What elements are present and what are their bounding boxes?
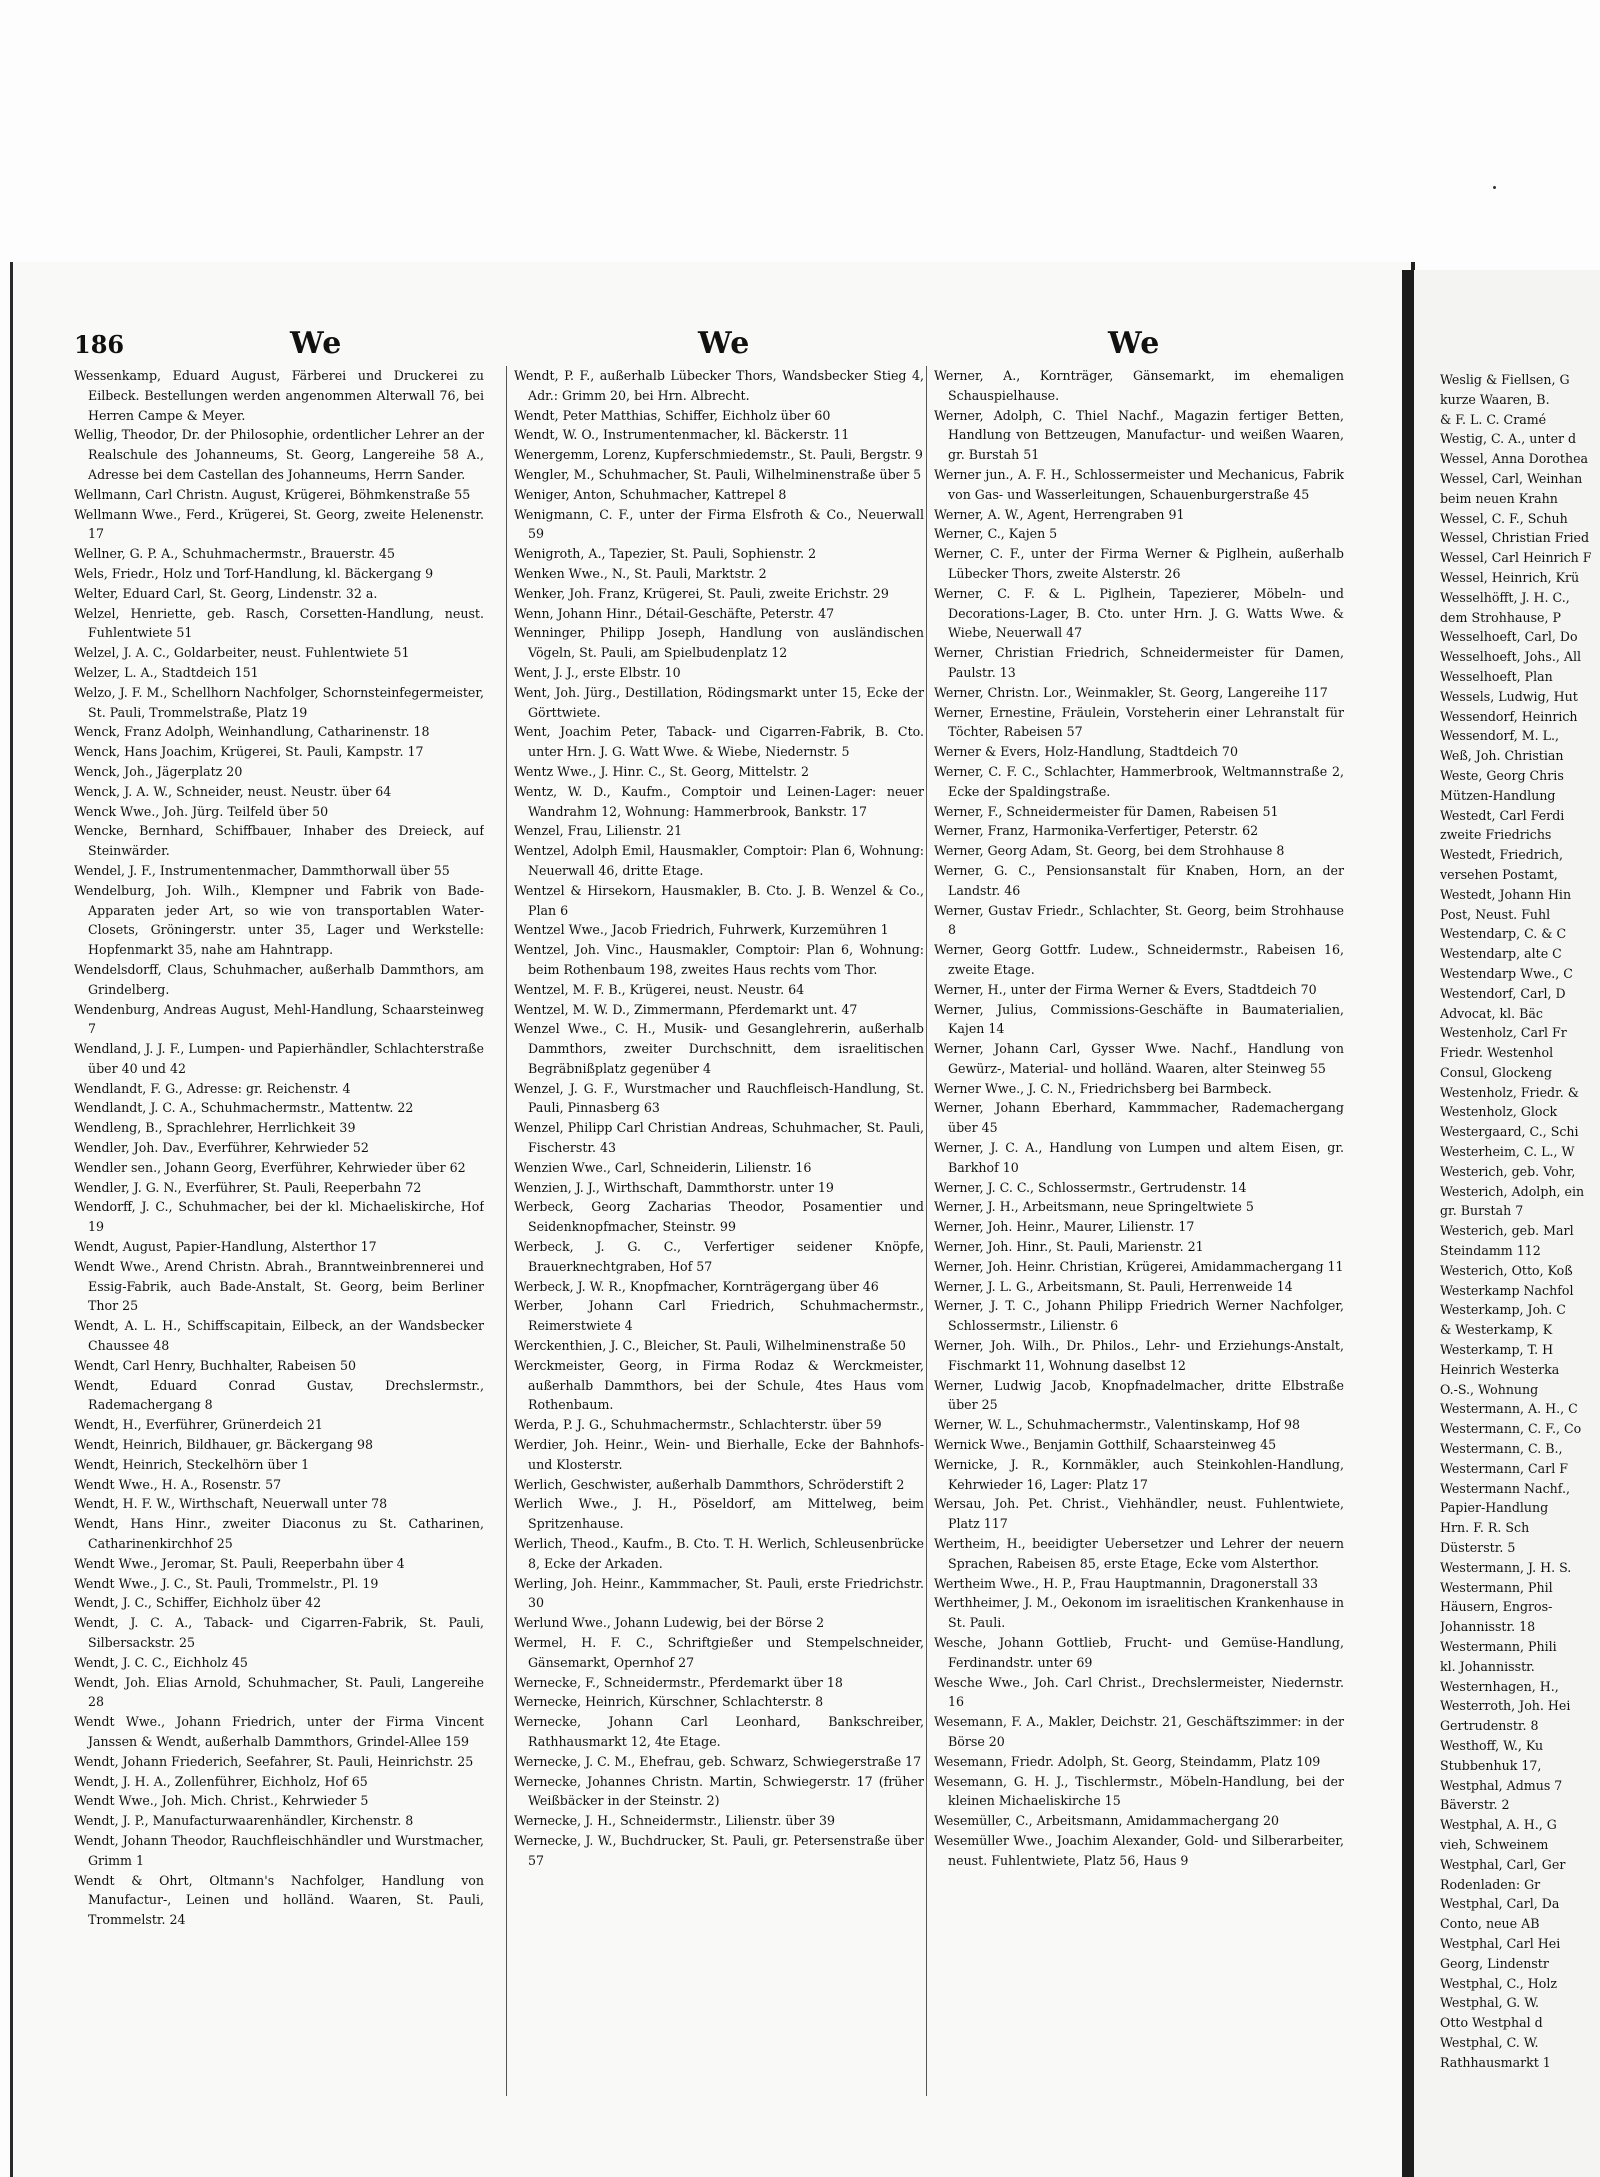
directory-entry: Wendt, Eduard Conrad Gustav, Drechslermstr., Rademachergang 8 — [74, 1377, 484, 1413]
adjacent-page-line: Westig, C. A., unter d — [1440, 431, 1577, 447]
adjacent-page-line: Weß, Joh. Christian — [1440, 748, 1564, 764]
directory-entry: Wenzel, Philipp Carl Christian Andreas, Schuhmacher, St. Pauli, Fischerstr. 43 — [514, 1120, 924, 1156]
directory-entry: Wendt, Heinrich, Steckelhörn über 1 — [74, 1456, 310, 1472]
directory-entry: Wernecke, J. H., Schneidermstr., Lilienstr. über 39 — [514, 1813, 836, 1829]
directory-entry: Wermel, H. F. C., Schriftgießer und Stempelschneider, Gänsemarkt, Opernhof 27 — [514, 1635, 924, 1670]
directory-entry: Werner, Gustav Friedr., Schlachter, St. Georg, beim Strohhause 8 — [934, 902, 1344, 938]
directory-entry: Werner, Johann Eberhard, Kammmacher, Rademachergang über 45 — [934, 1100, 1344, 1136]
adjacent-page-line: Westhoff, W., Ku — [1440, 1737, 1544, 1753]
running-head-right: We — [1108, 326, 1161, 361]
directory-entry: Wenker, Joh. Franz, Krügerei, St. Pauli, zweite Erichstr. 29 — [514, 585, 889, 601]
directory-entry: Wessenkamp, Eduard August, Färberei und Druckerei zu Eilbeck. Bestellungen werden angenommen Alterwall 76, bei Herren Campe & Meyer. — [74, 368, 484, 423]
directory-entry: Werner, W. L., Schuhmachermstr., Valentinskamp, Hof 98 — [934, 1417, 1301, 1433]
adjacent-page-line: vieh, Schweinem — [1440, 1836, 1549, 1852]
directory-entry: Werner, J. T. C., Johann Philipp Friedrich Werner Nachfolger, Schlossermstr., Lilienstr. 6 — [934, 1298, 1344, 1334]
adjacent-page-line: Westermann, C. B., — [1440, 1441, 1563, 1457]
adjacent-page-line: Westendarp, alte C — [1440, 946, 1562, 962]
adjacent-page-line: Westphal, Carl Hei — [1440, 1935, 1561, 1951]
adjacent-page-line: Wessel, Carl Heinrich F — [1440, 550, 1592, 566]
directory-entry: Wentzel, M. F. B., Krügerei, neust. Neustr. 64 — [514, 981, 805, 997]
directory-entry: Welter, Eduard Carl, St. Georg, Lindenstr. 32 a. — [74, 585, 378, 601]
directory-entry: Wendt, P. F., außerhalb Lübecker Thors, Wandsbecker Stieg 4, Adr.: Grimm 20, bei Hrn. Albrecht. — [514, 368, 924, 403]
directory-entry: Werner & Evers, Holz-Handlung, Stadtdeich 70 — [934, 744, 1238, 760]
directory-entry: Wesche Wwe., Joh. Carl Christ., Drechslermeister, Niedernstr. 16 — [934, 1674, 1344, 1710]
directory-entry: Wendt Wwe., Johann Friedrich, unter der Firma Vincent Janssen & Wendt, außerhalb Dammthors, Grindel-Allee 159 — [74, 1714, 484, 1749]
adjacent-page-line: Westerkamp, Joh. C — [1440, 1302, 1566, 1318]
directory-entry: Wendt, J. C., Schiffer, Eichholz über 42 — [74, 1595, 322, 1611]
directory-entry: Wendt, August, Papier-Handlung, Alsterthor 17 — [74, 1239, 377, 1255]
adjacent-page-line: Westermann, Carl F — [1440, 1460, 1568, 1476]
directory-entry: Werbeck, J. W. R., Knopfmacher, Kornträgergang über 46 — [514, 1278, 879, 1294]
adjacent-page-line: dem Strohhause, P — [1440, 609, 1561, 625]
directory-entry: Wernicke, J. R., Kornmäkler, auch Steinkohlen-Handlung, Kehrwieder 16, Lager: Platz 17 — [934, 1456, 1344, 1492]
adjacent-page-line: Wesselhoeft, Plan — [1440, 668, 1553, 684]
directory-entry: Werlund Wwe., Johann Ludewig, bei der Börse 2 — [514, 1615, 825, 1631]
adjacent-page-line: Otto Westphal d — [1440, 2015, 1543, 2031]
directory-entry: Wendel, J. F., Instrumentenmacher, Dammthorwall über 55 — [74, 862, 450, 878]
directory-entry: Werner, Ernestine, Fräulein, Vorsteherin einer Lehranstalt für Töchter, Rabeisen 57 — [934, 704, 1344, 740]
adjacent-page-line: Gertrudenstr. 8 — [1440, 1718, 1539, 1734]
directory-entry: Weniger, Anton, Schuhmacher, Kattrepel 8 — [514, 486, 787, 502]
adjacent-page-line: Westerkamp, T. H — [1440, 1342, 1554, 1358]
directory-entry: Werbeck, J. G. C., Verfertiger seidener Knöpfe, Brauerknechtgraben, Hof 57 — [514, 1239, 924, 1274]
directory-entry: Welzer, L. A., Stadtdeich 151 — [74, 664, 259, 680]
directory-entry: Wendler, Joh. Dav., Everführer, Kehrwieder 52 — [74, 1140, 369, 1156]
adjacent-page-line: Westermann, C. F., Co — [1440, 1421, 1582, 1437]
directory-entry: Wendt, Carl Henry, Buchhalter, Rabeisen 50 — [74, 1357, 357, 1373]
directory-entry: Wendt, Joh. Elias Arnold, Schuhmacher, St. Pauli, Langereihe 28 — [74, 1674, 484, 1710]
directory-entry: Wenzien Wwe., Carl, Schneiderin, Lilienstr. 16 — [514, 1159, 812, 1175]
directory-entry: Wesche, Johann Gottlieb, Frucht- und Gemüse-Handlung, Ferdinandstr. unter 69 — [934, 1635, 1344, 1670]
directory-entry: Wenergemm, Lorenz, Kupferschmiedemstr., St. Pauli, Bergstr. 9 — [514, 447, 923, 463]
directory-entry: Wenck, Franz Adolph, Weinhandlung, Catharinenstr. 18 — [74, 724, 430, 740]
adjacent-page-line: O.-S., Wohnung — [1440, 1381, 1539, 1397]
adjacent-page-line: Westedt, Friedrich, — [1440, 847, 1563, 863]
adjacent-page-line: beim neuen Krahn — [1440, 490, 1558, 506]
adjacent-page-line: Wessel, Anna Dorothea — [1440, 451, 1589, 467]
directory-entry: Wenzien, J. J., Wirthschaft, Dammthorstr. unter 19 — [514, 1179, 834, 1195]
adjacent-page-line: versehen Postamt, — [1440, 866, 1558, 882]
adjacent-page — [1402, 270, 1600, 2177]
directory-entry: Wendt, J. C. A., Taback- und Cigarren-Fabrik, St. Pauli, Silbersackstr. 25 — [74, 1615, 484, 1650]
directory-entry: Wendelburg, Joh. Wilh., Klempner und Fabrik von Bade-Apparaten jeder Art, so wie von transportablen Water-Closets, Gröningerstr. unter 35, Lager und Werkstelle: Hopfenmarkt 35, nahe am Hahntrapp. — [74, 882, 484, 958]
directory-entry: Werner, Ludwig Jacob, Knopfnadelmacher, dritte Elbstraße über 25 — [934, 1377, 1344, 1413]
adjacent-page-line: gr. Burstah 7 — [1440, 1203, 1524, 1219]
adjacent-page-line: Wessel, C. F., Schuh — [1440, 510, 1568, 526]
adjacent-page-line: Westerich, geb. Marl — [1440, 1223, 1574, 1239]
adjacent-page-line: Wesselhöfft, J. H. C., — [1440, 589, 1570, 605]
directory-entry: Wendelsdorff, Claus, Schuhmacher, außerhalb Dammthors, am Grindelberg. — [74, 961, 484, 997]
directory-entry: Wendt Wwe., H. A., Rosenstr. 57 — [74, 1476, 282, 1492]
adjacent-page-line: Rathhausmarkt 1 — [1440, 2054, 1551, 2070]
adjacent-page-entries — [1440, 370, 1600, 2073]
directory-entry: Welzo, J. F. M., Schellhorn Nachfolger, Schornsteinfegermeister, St. Pauli, Trommelstraße, Platz 19 — [74, 684, 484, 720]
adjacent-page-line: Westenholz, Friedr. & — [1440, 1084, 1579, 1100]
directory-entry: Wentzel, M. W. D., Zimmermann, Pferdemarkt unt. 47 — [514, 1001, 858, 1017]
directory-entry: Werner, J. H., Arbeitsmann, neue Springeltwiete 5 — [934, 1199, 1254, 1215]
adjacent-page-line: kurze Waaren, B. — [1440, 391, 1550, 407]
directory-entry: Wels, Friedr., Holz und Torf-Handlung, kl. Bäckergang 9 — [74, 565, 434, 581]
directory-entry: Wendt, Johann Friederich, Seefahrer, St. Pauli, Heinrichstr. 25 — [74, 1753, 474, 1769]
directory-entry: Wendt, J. C. C., Eichholz 45 — [74, 1654, 248, 1670]
adjacent-page-line: Westermann, Phil — [1440, 1579, 1553, 1595]
directory-entry: Wendt Wwe., Arend Christn. Abrah., Branntweinbrennerei und Essig-Fabrik, auch Bade-Anstalt, St. Georg, beim Berliner Thor 25 — [74, 1258, 484, 1314]
directory-entry: Wendler, J. G. N., Everführer, St. Pauli, Reeperbahn 72 — [74, 1179, 422, 1195]
directory-entry: Wendlandt, F. G., Adresse: gr. Reichenstr. 4 — [74, 1080, 351, 1096]
directory-entry: Wesemüller Wwe., Joachim Alexander, Gold- und Silberarbeiter, neust. Fuhlentwiete, Platz 56, Haus 9 — [934, 1832, 1344, 1868]
adjacent-page-line: Westerkamp Nachfol — [1440, 1282, 1574, 1298]
adjacent-page-line: Westendarp, C. & C — [1440, 926, 1567, 942]
adjacent-page-line: Westerich, Otto, Koß — [1440, 1262, 1573, 1278]
directory-entry: Wernecke, J. W., Buchdrucker, St. Pauli, gr. Petersenstraße über 57 — [514, 1832, 924, 1868]
directory-entry: Wendt, Hans Hinr., zweiter Diaconus zu St. Catharinen, Catharinenkirchhof 25 — [74, 1516, 484, 1552]
directory-entry: Wernick Wwe., Benjamin Gotthilf, Schaarsteinweg 45 — [934, 1437, 1277, 1453]
directory-entry: Wentzel, Joh. Vinc., Hausmakler, Comptoir: Plan 6, Wohnung: beim Rothenbaum 198, zweites Haus rechts vom Thor. — [514, 942, 924, 977]
directory-entry: Wendt, J. H. A., Zollenführer, Eichholz, Hof 65 — [74, 1773, 368, 1789]
directory-entry: Werner, C., Kajen 5 — [934, 526, 1058, 542]
directory-entry: Wentz Wwe., J. Hinr. C., St. Georg, Mittelstr. 2 — [514, 763, 809, 779]
directory-entry: Werthheimer, J. M., Oekonom im israelitischen Krankenhause in St. Pauli. — [934, 1595, 1344, 1631]
directory-entry: Wenck Wwe., Joh. Jürg. Teilfeld über 50 — [74, 803, 329, 819]
directory-entry: Wentzel, Adolph Emil, Hausmakler, Comptoir: Plan 6, Wohnung: Neuerwall 46, dritte Etage. — [514, 843, 924, 878]
adjacent-page-line: Westendarp Wwe., C — [1440, 965, 1573, 981]
directory-entry: Werda, P. J. G., Schuhmachermstr., Schlachterstr. über 59 — [514, 1417, 882, 1433]
directory-entry: Wendlandt, J. C. A., Schuhmachermstr., Mattentw. 22 — [74, 1100, 414, 1116]
adjacent-page-line: Wesselhoeft, Carl, Do — [1440, 629, 1578, 645]
running-head-left: We — [290, 326, 343, 361]
column-2 — [514, 366, 924, 2106]
directory-entry: Wenninger, Philipp Joseph, Handlung von ausländischen Vögeln, St. Pauli, am Spielbudenplatz 12 — [514, 625, 924, 661]
directory-entry: Wendt, J. P., Manufacturwaarenhändler, Kirchenstr. 8 — [74, 1813, 414, 1829]
adjacent-page-line: Friedr. Westenhol — [1440, 1045, 1554, 1061]
adjacent-page-line: Advocat, kl. Bäc — [1440, 1005, 1543, 1021]
directory-entry: Wernecke, Johann Carl Leonhard, Bankschreiber, Rathhausmarkt 12, 4te Etage. — [514, 1714, 924, 1749]
adjacent-page-line: Consul, Glockeng — [1440, 1064, 1552, 1080]
adjacent-page-line: Westenholz, Glock — [1440, 1104, 1558, 1120]
directory-entry: Welzel, J. A. C., Goldarbeiter, neust. Fuhlentwiete 51 — [74, 645, 410, 661]
adjacent-page-line: Westphal, C. W. — [1440, 2034, 1539, 2050]
adjacent-page-line: Westermann, Phili — [1440, 1639, 1557, 1654]
adjacent-page-line: Mützen-Handlung — [1440, 787, 1556, 803]
directory-entry: Werner, H., unter der Firma Werner & Evers, Stadtdeich 70 — [934, 981, 1317, 997]
directory-entry: Wellner, G. P. A., Schuhmachermstr., Brauerstr. 45 — [74, 546, 396, 562]
directory-entry: Wellmann, Carl Christn. August, Krügerei, Böhmkenstraße 55 — [74, 486, 471, 502]
adjacent-page-line: Papier-Handlung — [1440, 1500, 1549, 1516]
directory-entry: Wendt & Ohrt, Oltmann's Nachfolger, Handlung von Manufactur-, Leinen und holländ. Waaren, St. Pauli, Trommelstr. 24 — [74, 1872, 484, 1928]
adjacent-page-line: Weste, Georg Chris — [1440, 767, 1564, 783]
adjacent-page-line: Wessels, Ludwig, Hut — [1440, 688, 1578, 704]
directory-entry: Wentz, W. D., Kaufm., Comptoir und Leinen-Lager: neuer Wandrahm 12, Wohnung: Hammerbrook, Bankstr. 17 — [514, 783, 924, 819]
directory-entry: Wenck, Hans Joachim, Krügerei, St. Pauli, Kampstr. 17 — [74, 744, 424, 760]
column-3 — [934, 366, 1344, 2106]
adjacent-page-line: Westermann, A. H., C — [1440, 1401, 1578, 1417]
adjacent-page-line: Wessendorf, Heinrich — [1440, 708, 1578, 724]
adjacent-page-line: Georg, Lindenstr — [1440, 1955, 1549, 1971]
directory-entry: Werckmeister, Georg, in Firma Rodaz & Werckmeister, außerhalb Dammthors, bei der Schule, 4tes Haus vom Rothenbaum. — [514, 1357, 924, 1413]
adjacent-page-line: Westenholz, Carl Fr — [1440, 1025, 1567, 1041]
directory-entry: Wendt, Johann Theodor, Rauchfleischhändler und Wurstmacher, Grimm 1 — [74, 1832, 484, 1868]
directory-entry: Werber, Johann Carl Friedrich, Schuhmachermstr., Reimerstwiete 4 — [514, 1298, 924, 1334]
adjacent-page-line: Westphal, Carl, Ger — [1440, 1856, 1566, 1872]
directory-entry: Wenzel, J. G. F., Wurstmacher und Rauchfleisch-Handlung, St. Pauli, Pinnasberg 63 — [514, 1080, 924, 1116]
adjacent-page-line: Westedt, Carl Ferdi — [1440, 807, 1565, 823]
adjacent-page-line: Stubbenhuk 17, — [1440, 1757, 1542, 1773]
adjacent-page-line: Wessel, Carl, Weinhan — [1440, 470, 1583, 486]
directory-entry: Werlich, Geschwister, außerhalb Dammthors, Schröderstift 2 — [514, 1476, 905, 1492]
directory-entry: Werlich Wwe., J. H., Pöseldorf, am Mittelweg, beim Spritzenhause. — [514, 1496, 924, 1532]
directory-entry: Werckenthien, J. C., Bleicher, St. Pauli, Wilhelminenstraße 50 — [514, 1338, 906, 1354]
directory-entry: Werner, Johann Carl, Gysser Wwe. Nachf., Handlung von Gewürz-, Material- und holländ. Waaren, alter Steinweg 55 — [934, 1041, 1344, 1076]
adjacent-page-line: Johannisstr. 18 — [1440, 1619, 1536, 1635]
adjacent-page-line: zweite Friedrichs — [1440, 827, 1552, 843]
directory-entry: Werner, Christian Friedrich, Schneidermeister für Damen, Paulstr. 13 — [934, 645, 1344, 680]
adjacent-page-line: Westphal, C., Holz — [1440, 1975, 1558, 1991]
directory-entry: Werner, Franz, Harmonika-Verfertiger, Peterstr. 62 — [934, 823, 1259, 839]
directory-entry: Werner, Georg Adam, St. Georg, bei dem Strohhause 8 — [934, 843, 1285, 859]
directory-entry: Werner, C. F. & L. Piglhein, Tapezierer, Möbeln- und Decorations-Lager, B. Cto. unter Hrn. J. G. Watts Wwe. & Wiebe, Neuerwall 47 — [934, 585, 1344, 641]
directory-entry: Werner, Julius, Commissions-Geschäfte in Baumaterialien, Kajen 14 — [934, 1001, 1344, 1037]
directory-entry: Werdier, Joh. Heinr., Wein- und Bierhalle, Ecke der Bahnhofs- und Klosterstr. — [514, 1437, 924, 1472]
directory-entry: Wendt, W. O., Instrumentenmacher, kl. Bäckerstr. 11 — [514, 427, 850, 443]
directory-entry: Wernecke, F., Schneidermstr., Pferdemarkt über 18 — [514, 1674, 843, 1690]
directory-entry: Wendt Wwe., J. C., St. Pauli, Trommelstr., Pl. 19 — [74, 1575, 379, 1591]
adjacent-page-line: Wessel, Heinrich, Krü — [1440, 569, 1580, 585]
directory-entry: Werner, Christn. Lor., Weinmakler, St. Georg, Langereihe 117 — [934, 684, 1328, 700]
directory-entry: Wenigroth, A., Tapezier, St. Pauli, Sophienstr. 2 — [514, 546, 817, 562]
adjacent-page-line: Häusern, Engros- — [1440, 1599, 1553, 1615]
directory-entry: Werner, F., Schneidermeister für Damen, Rabeisen 51 — [934, 803, 1279, 819]
adjacent-page-line: Westphal, G. W. — [1440, 1995, 1539, 2011]
adjacent-page-line: Wessendorf, M. L., — [1440, 728, 1560, 744]
directory-entry: Wernecke, J. C. M., Ehefrau, geb. Schwarz, Schwiegerstraße 17 — [514, 1753, 922, 1769]
column-rule — [926, 366, 927, 2096]
directory-entry: Wengler, M., Schuhmacher, St. Pauli, Wilhelminenstraße über 5 — [514, 466, 922, 482]
adjacent-page-line: kl. Johannisstr. — [1440, 1658, 1535, 1674]
adjacent-page-line: Westermann Nachf., — [1440, 1480, 1570, 1496]
directory-entry: Wesemann, G. H. J., Tischlermstr., Möbeln-Handlung, bei der kleinen Michaeliskirche 15 — [934, 1773, 1344, 1809]
directory-entry: Welzel, Henriette, geb. Rasch, Corsetten-Handlung, neust. Fuhlentwiete 51 — [74, 605, 484, 641]
directory-entry: Werner, A. W., Agent, Herrengraben 91 — [934, 506, 1185, 522]
directory-entry: Werner, A., Kornträger, Gänsemarkt, im ehemaligen Schauspielhause. — [934, 368, 1344, 403]
directory-entry: Wersau, Joh. Pet. Christ., Viehhändler, neust. Fuhlentwiete, Platz 117 — [934, 1496, 1344, 1532]
directory-entry: Wertheim, H., beeidigter Uebersetzer und Lehrer der neuern Sprachen, Rabeisen 85, erste Etage, Ecke vom Alsterthor. — [934, 1536, 1344, 1571]
directory-entry: Werner, J. L. G., Arbeitsmann, St. Pauli, Herrenweide 14 — [934, 1278, 1293, 1294]
directory-entry: Werner, Joh. Wilh., Dr. Philos., Lehr- und Erziehungs-Anstalt, Fischmarkt 11, Wohnung daselbst 12 — [934, 1338, 1344, 1373]
directory-entry: Wesemüller, C., Arbeitsmann, Amidammachergang 20 — [934, 1813, 1279, 1829]
directory-entry: Wendorff, J. C., Schuhmacher, bei der kl. Michaeliskirche, Hof 19 — [74, 1199, 484, 1235]
running-head-center: We — [698, 326, 751, 361]
page-number: 186 — [74, 330, 125, 359]
column-1 — [74, 366, 484, 2106]
directory-entry: Werner jun., A. F. H., Schlossermeister und Mechanicus, Fabrik von Gas- und Wasserleitungen, Schauenburgerstraße 45 — [934, 466, 1344, 502]
directory-entry: Wesemann, Friedr. Adolph, St. Georg, Steindamm, Platz 109 — [934, 1753, 1321, 1769]
adjacent-page-line: Post, Neust. Fuhl — [1440, 906, 1551, 922]
directory-entry: Werner, C. F., unter der Firma Werner & Piglhein, außerhalb Lübecker Thors, zweite Alsterstr. 26 — [934, 546, 1344, 581]
directory-entry: Werner, C. F. C., Schlachter, Hammerbrook, Weltmannstraße 2, Ecke der Spaldingstraße. — [934, 763, 1344, 799]
directory-entry: Werner, Adolph, C. Thiel Nachf., Magazin fertiger Betten, Handlung von Bettzeugen, Manufactur- und weißen Waaren, gr. Burstah 51 — [934, 407, 1344, 463]
directory-entry: Wendt, H. F. W., Wirthschaft, Neuerwall unter 78 — [74, 1496, 388, 1512]
directory-entry: Wenzel, Frau, Lilienstr. 21 — [514, 823, 683, 839]
adjacent-page-line: Weslig & Fiellsen, G — [1440, 372, 1570, 387]
adjacent-page-line: Westerheim, C. L., W — [1440, 1144, 1575, 1160]
directory-entry: Werlich, Theod., Kaufm., B. Cto. T. H. Werlich, Schleusenbrücke 8, Ecke der Arkaden. — [514, 1536, 924, 1571]
directory-entry: Wenzel Wwe., C. H., Musik- und Gesanglehrerin, außerhalb Dammthors, zweiter Durchschnitt, dem israelitischen Begräbnißplatz gegenüber 4 — [514, 1021, 924, 1076]
directory-entry: Wentzel Wwe., Jacob Friedrich, Fuhrwerk, Kurzemühren 1 — [514, 922, 889, 938]
adjacent-page-line: Westernhagen, H., — [1440, 1678, 1559, 1694]
adjacent-page-line: Hrn. F. R. Sch — [1440, 1520, 1530, 1536]
directory-entry: Wendt, H., Everführer, Grünerdeich 21 — [74, 1417, 323, 1433]
directory-entry: Wendenburg, Andreas August, Mehl-Handlung, Schaarsteinweg 7 — [74, 1001, 484, 1037]
directory-entry: Wendleng, B., Sprachlehrer, Herrlichkeit 39 — [74, 1120, 356, 1136]
directory-entry: Werner, J. C. C., Schlossermstr., Gertrudenstr. 14 — [934, 1179, 1247, 1195]
directory-entry: Werner, Joh. Heinr., Maurer, Lilienstr. 17 — [934, 1219, 1195, 1235]
directory-entry: Werner Wwe., J. C. N., Friedrichsberg bei Barmbeck. — [934, 1080, 1272, 1096]
adjacent-page-line: Westphal, A. H., G — [1440, 1817, 1557, 1833]
adjacent-page-line: Heinrich Westerka — [1440, 1361, 1560, 1377]
directory-entry: Wertheim Wwe., H. P., Frau Hauptmannin, Dragonerstall 33 — [934, 1575, 1318, 1591]
directory-entry: Wellig, Theodor, Dr. der Philosophie, ordentlicher Lehrer an der Realschule des Johanneums, St. Georg, Langereihe 58 A., Adresse bei dem Castellan des Johanneums, Herrn Sander. — [74, 427, 484, 482]
directory-entry: Wernecke, Johannes Christn. Martin, Schwiegerstr. 17 (früher Weißbäcker in der Steinstr. 2) — [514, 1773, 924, 1809]
adjacent-page-line: Rodenladen: Gr — [1440, 1876, 1541, 1892]
directory-entry: Wendler sen., Johann Georg, Everführer, Kehrwieder über 62 — [74, 1159, 466, 1175]
directory-entry: Wendt, Heinrich, Bildhauer, gr. Bäckergang 98 — [74, 1437, 373, 1453]
adjacent-page-line: Westerich, Adolph, ein — [1440, 1183, 1585, 1199]
adjacent-page-line: & Westerkamp, K — [1440, 1322, 1553, 1338]
directory-entry: Wendt Wwe., Joh. Mich. Christ., Kehrwieder 5 — [74, 1793, 369, 1809]
directory-entry: Wenken Wwe., N., St. Pauli, Marktstr. 2 — [514, 565, 767, 581]
directory-entry: Wencke, Bernhard, Schiffbauer, Inhaber des Dreieck, auf Steinwärder. — [74, 823, 484, 859]
directory-entry: Went, J. J., erste Elbstr. 10 — [514, 664, 681, 680]
adjacent-page-line: Westerich, geb. Vohr, — [1440, 1163, 1576, 1179]
adjacent-page-line: Westergaard, C., Schi — [1440, 1124, 1579, 1140]
directory-entry: Werner, G. C., Pensionsanstalt für Knaben, Horn, an der Landstr. 46 — [934, 862, 1344, 898]
adjacent-page-line: Westphal, Carl, Da — [1440, 1896, 1560, 1912]
directory-entry: Went, Joachim Peter, Taback- und Cigarren-Fabrik, B. Cto. unter Hrn. J. G. Watt Wwe. & Wiebe, Niedernstr. 5 — [514, 724, 924, 760]
adjacent-page-line: Westedt, Johann Hin — [1440, 886, 1572, 902]
directory-entry: Wenck, Joh., Jägerplatz 20 — [74, 763, 243, 779]
adjacent-page-line: Conto, neue AB — [1440, 1916, 1540, 1932]
adjacent-page-line: Westerroth, Joh. Hei — [1440, 1698, 1571, 1714]
adjacent-page-line: Steindamm 112 — [1440, 1243, 1541, 1259]
scan-speck — [1493, 186, 1496, 189]
directory-entry: Wenigmann, C. F., unter der Firma Elsfroth & Co., Neuerwall 59 — [514, 506, 924, 542]
directory-entry: Werner, J. C. A., Handlung von Lumpen und altem Eisen, gr. Barkhof 10 — [934, 1140, 1344, 1175]
directory-entry: Werner, Joh. Heinr. Christian, Krügerei, Amidammachergang 11 — [934, 1258, 1344, 1274]
adjacent-page-line: Westphal, Admus 7 — [1440, 1777, 1563, 1793]
directory-entry: Wesemann, F. A., Makler, Deichstr. 21, Geschäftszimmer: in der Börse 20 — [934, 1714, 1344, 1749]
adjacent-page-line: & F. L. C. Cramé — [1440, 411, 1547, 427]
adjacent-page-line: Wesselhoeft, Johs., All — [1440, 649, 1582, 665]
directory-entry: Werner, Georg Gottfr. Ludew., Schneidermstr., Rabeisen 16, zweite Etage. — [934, 942, 1344, 977]
directory-entry: Werbeck, Georg Zacharias Theodor, Posamentier und Seidenknopfmacher, Steinstr. 99 — [514, 1199, 924, 1235]
directory-entry: Wernecke, Heinrich, Kürschner, Schlachterstr. 8 — [514, 1694, 824, 1710]
directory-entry: Wenn, Johann Hinr., Détail-Geschäfte, Peterstr. 47 — [514, 605, 835, 621]
directory-entry: Wendland, J. J. F., Lumpen- und Papierhändler, Schlachterstraße über 40 und 42 — [74, 1041, 484, 1076]
directory-entry: Werner, Joh. Hinr., St. Pauli, Marienstr. 21 — [934, 1239, 1204, 1255]
adjacent-page-line: Düsterstr. 5 — [1440, 1540, 1516, 1556]
directory-entry: Wendt Wwe., Jeromar, St. Pauli, Reeperbahn über 4 — [74, 1555, 405, 1571]
column-rule — [506, 366, 507, 2096]
directory-entry: Wenck, J. A. W., Schneider, neust. Neustr. über 64 — [74, 783, 392, 799]
adjacent-page-line: Westendorf, Carl, D — [1440, 985, 1566, 1001]
adjacent-page-line: Westermann, J. H. S. — [1440, 1559, 1572, 1575]
directory-entry: Wellmann Wwe., Ferd., Krügerei, St. Georg, zweite Helenenstr. 17 — [74, 506, 484, 542]
adjacent-page-line: Wessel, Christian Fried — [1440, 530, 1590, 546]
directory-entry: Werling, Joh. Heinr., Kammmacher, St. Pauli, erste Friedrichstr. 30 — [514, 1575, 924, 1611]
directory-entry: Wendt, A. L. H., Schiffscapitain, Eilbeck, an der Wandsbecker Chaussee 48 — [74, 1318, 484, 1354]
directory-entry: Went, Joh. Jürg., Destillation, Rödingsmarkt unter 15, Ecke der Görttwiete. — [514, 684, 924, 720]
directory-entry: Wendt, Peter Matthias, Schiffer, Eichholz über 60 — [514, 407, 831, 423]
adjacent-page-line: Bäverstr. 2 — [1440, 1797, 1510, 1813]
directory-entry: Wentzel & Hirsekorn, Hausmakler, B. Cto. J. B. Wenzel & Co., Plan 6 — [514, 882, 924, 918]
